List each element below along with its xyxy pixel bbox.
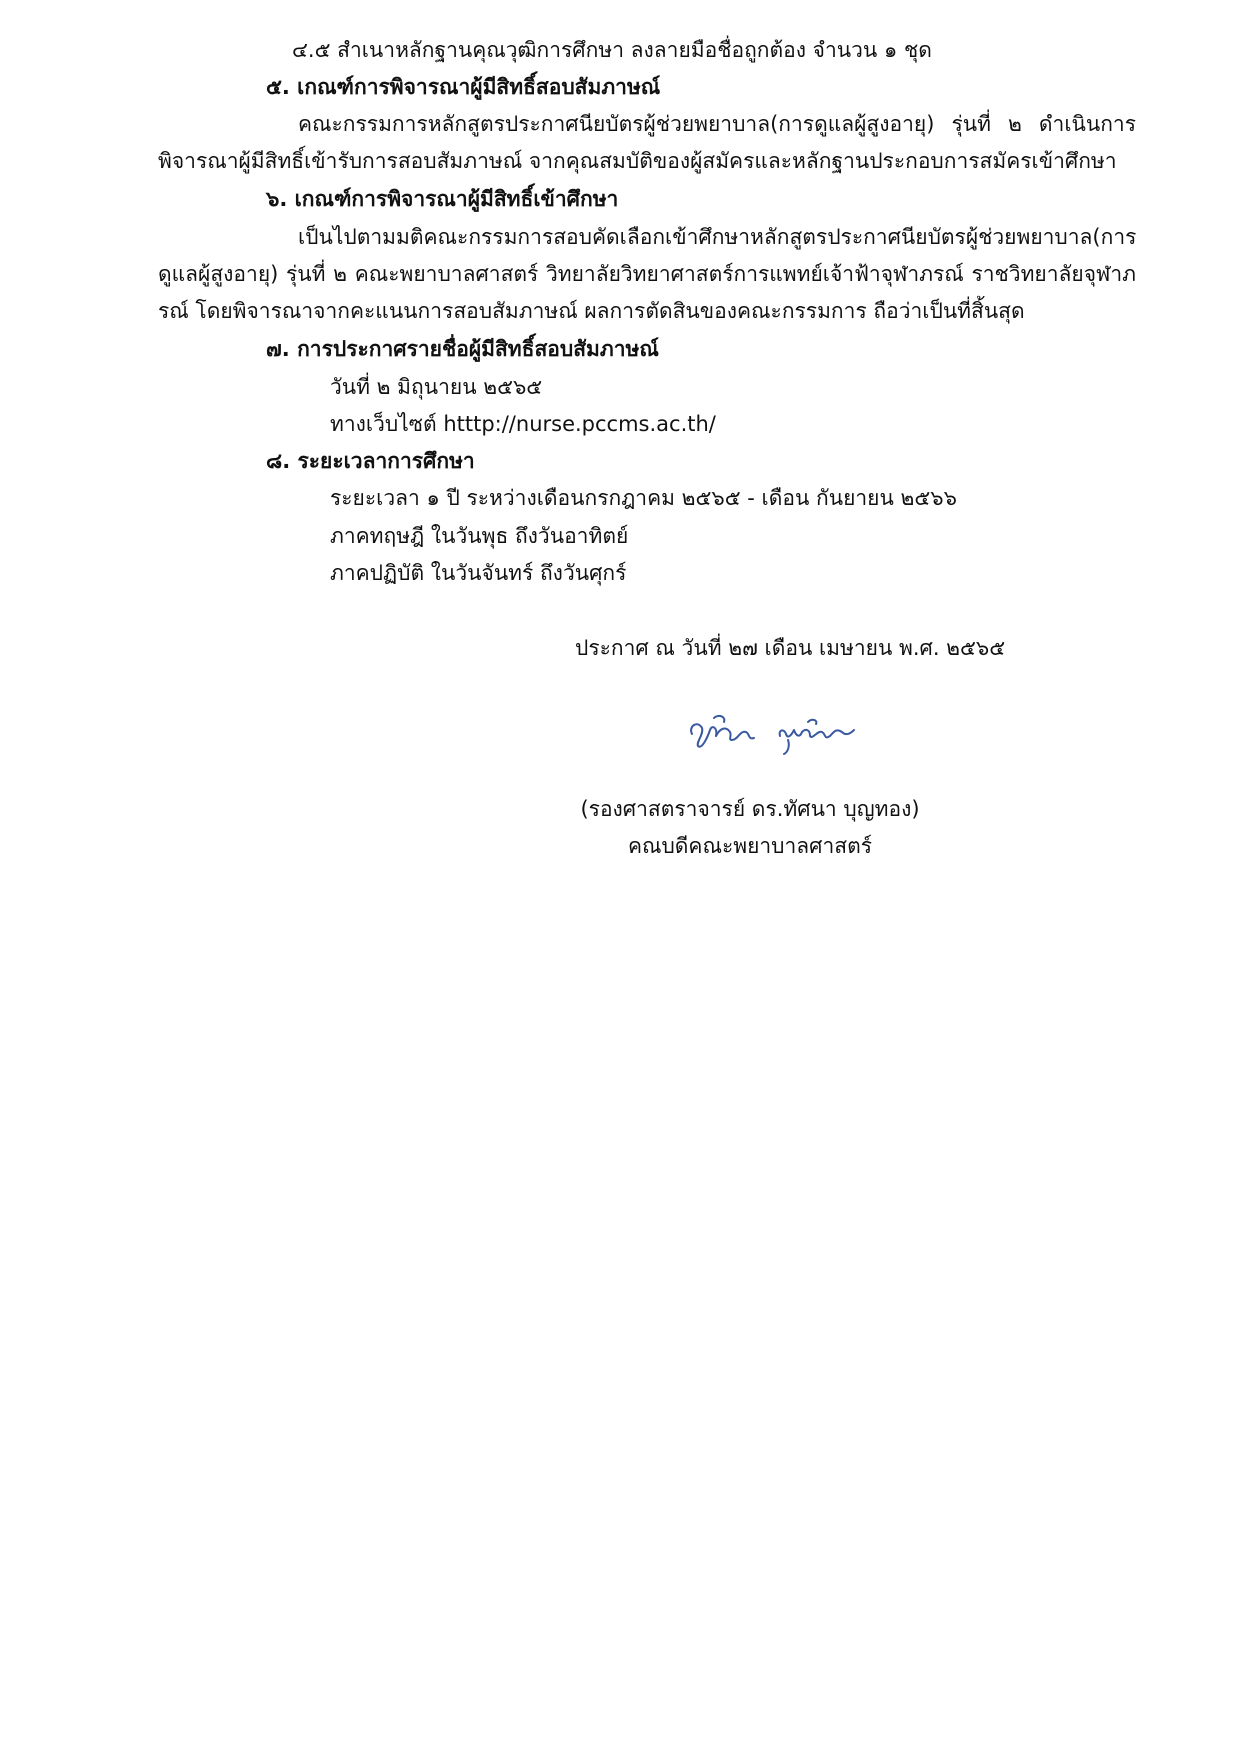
signatory-name: (รองศาสตราจารย์ ดร.ทัศนา บุญทอง): [580, 797, 920, 821]
section-7-website: ทางเว็บไซต์ htttp://nurse.pccms.ac.th/: [330, 412, 716, 436]
section-6-heading: ๖. เกณฑ์การพิจารณาผู้มีสิทธิ์เข้าศึกษา: [266, 187, 619, 211]
section-6-paragraph-line-3: รณ์ โดยพิจารณาจากคะแนนการสอบสัมภาษณ์ ผลการตัดสินของคณะกรรมการ ถือว่าเป็นที่สิ้นสุด: [158, 299, 1025, 323]
section-8-theory-schedule: ภาคทฤษฎี ในวันพุธ ถึงวันอาทิตย์: [330, 524, 629, 548]
section-8-heading: ๘. ระยะเวลาการศึกษา: [266, 449, 475, 473]
section-7-heading: ๗. การประกาศรายชื่อผู้มีสิทธิ์สอบสัมภาษณ์: [266, 337, 659, 361]
section-5-paragraph-line-2: พิจารณาผู้มีสิทธิ์เข้ารับการสอบสัมภาษณ์ จากคุณสมบัติของผู้สมัครและหลักฐานประกอบการสมัครเข้าศึกษา: [158, 149, 1117, 173]
signatory-position: คณบดีคณะพยาบาลศาสตร์: [627, 834, 873, 858]
section-8-practice-schedule: ภาคปฏิบัติ ในวันจันทร์ ถึงวันศุกร์: [330, 561, 627, 585]
section-7-date: วันที่ ๒ มิถุนายน ๒๕๖๕: [330, 375, 543, 399]
section-6-paragraph-line-1: เป็นไปตามมติคณะกรรมการสอบคัดเลือกเข้าศึกษาหลักสูตรประกาศนียบัตรผู้ช่วยพยาบาล(การ: [298, 225, 1137, 249]
section-5-paragraph-line-1: คณะกรรมการหลักสูตรประกาศนียบัตรผู้ช่วยพยาบาล(การดูแลผู้สูงอายุ) รุ่นที่ ๒ ดำเนินการ: [298, 112, 1136, 136]
announcement-date: ประกาศ ณ วันที่ ๒๗ เดือน เมษายน พ.ศ. ๒๕๖๕: [575, 636, 1006, 660]
section-8-duration: ระยะเวลา ๑ ปี ระหว่างเดือนกรกฎาคม ๒๕๖๕ - เดือน กันยายน ๒๕๖๖: [330, 486, 957, 510]
section-5-heading: ๕. เกณฑ์การพิจารณาผู้มีสิทธิ์สอบสัมภาษณ์: [266, 75, 661, 99]
section-6-paragraph-line-2: ดูแลผู้สูงอายุ) รุ่นที่ ๒ คณะพยาบาลศาสตร์ วิทยาลัยวิทยาศาสตร์การแพทย์เจ้าฟ้าจุฬาภรณ์ ราชวิทยาลัยจุฬาภ: [158, 262, 1136, 286]
handwritten-signature: [684, 706, 874, 756]
item-4-5-text: ๔.๕ สำเนาหลักฐานคุณวุฒิการศึกษา ลงลายมือชื่อถูกต้อง จำนวน ๑ ชุด: [292, 38, 932, 62]
